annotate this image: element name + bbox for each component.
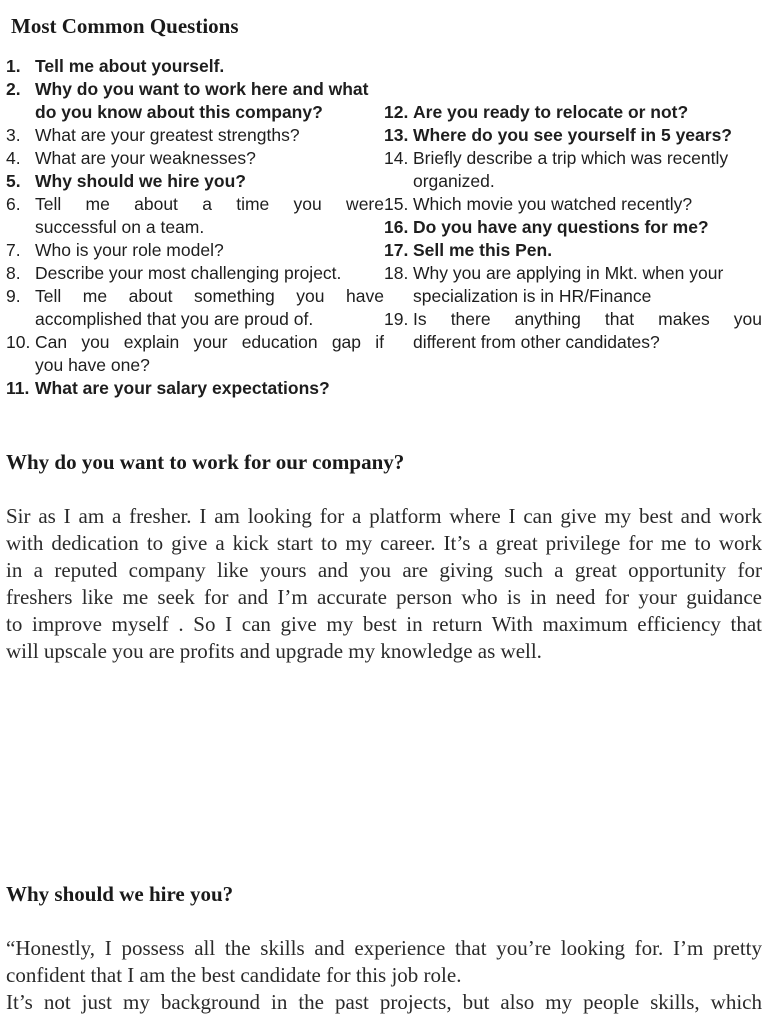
list-item: [384, 216, 762, 239]
item-text: Why you are applying in Mkt. when your: [413, 263, 724, 283]
item-number: 2.: [6, 79, 21, 99]
item-text: you have one?: [35, 355, 150, 375]
item-text: specialization is in HR/Finance: [413, 286, 652, 306]
item-number: 17.: [384, 240, 409, 260]
item-text: Which movie you watched recently?: [413, 194, 693, 214]
list-item: [384, 101, 762, 124]
list-item: [6, 55, 386, 78]
list-item: [384, 308, 762, 354]
item-text: Tell me about something you have: [35, 286, 384, 306]
list-item: [6, 285, 384, 331]
item-number: 4.: [6, 148, 21, 168]
item-text: Do you have any questions for me?: [413, 217, 709, 237]
item-number: 7.: [6, 240, 21, 260]
item-number: 12.: [384, 102, 409, 122]
list-item: [6, 331, 384, 377]
item-text: What are your greatest strengths?: [35, 125, 300, 145]
list-item: [384, 262, 762, 308]
item-text: Can you explain your education gap if: [35, 332, 384, 352]
list-item: [6, 377, 386, 400]
paragraph-line: in a reputed company like yours and you are giving such a great opportunity for: [6, 558, 762, 582]
list-item: [384, 147, 762, 193]
item-text: do you know about this company?: [35, 102, 323, 122]
section-paragraph: [6, 935, 762, 1016]
list-item: [384, 124, 762, 147]
paragraph-line: with dedication to give a kick start to my career. It’s a great privilege for me to work: [6, 531, 762, 555]
list-item: [6, 147, 386, 170]
item-number: 19.: [384, 309, 409, 329]
item-text: Tell me about yourself.: [35, 56, 225, 76]
item-text: Describe your most challenging project.: [35, 263, 342, 283]
paragraph-line: will upscale you are profits and upgrade my knowledge as well.: [6, 639, 542, 663]
item-text: Why do you want to work here and what: [35, 79, 369, 99]
item-number: 18.: [384, 263, 409, 283]
item-text: Sell me this Pen.: [413, 240, 553, 260]
page-title: Most Common Questions: [11, 14, 239, 38]
item-number: 13.: [384, 125, 409, 145]
item-text: organized.: [413, 171, 495, 191]
paragraph-line: confident that I am the best candidate for this job role.: [6, 963, 462, 987]
item-text: Who is your role model?: [35, 240, 224, 260]
item-text: What are your weaknesses?: [35, 148, 256, 168]
section-heading: Why do you want to work for our company?: [6, 450, 405, 474]
item-text: Is there anything that makes you: [413, 309, 762, 329]
paragraph-line: It’s not just my background in the past projects, but also my people skills, which: [6, 990, 762, 1014]
item-number: 1.: [6, 56, 21, 76]
item-text: Why should we hire you?: [35, 171, 246, 191]
paragraph-line: freshers like me seek for and I’m accurate person who is in need for your guidance: [6, 585, 762, 609]
item-number: 6.: [6, 194, 21, 214]
list-item: [6, 193, 384, 239]
item-number: 11.: [6, 378, 30, 398]
item-number: 14.: [384, 148, 409, 168]
item-text: accomplished that you are proud of.: [35, 309, 314, 329]
section-paragraph: [6, 503, 762, 665]
item-number: 16.: [384, 217, 409, 237]
item-number: 5.: [6, 171, 21, 191]
list-item: [6, 124, 386, 147]
list-item: [384, 193, 762, 216]
item-text: successful on a team.: [35, 217, 205, 237]
paragraph-line: Sir as I am a fresher. I am looking for a platform where I can give my best and work: [6, 504, 762, 528]
item-number: 15.: [384, 194, 409, 214]
item-text: Are you ready to relocate or not?: [413, 102, 689, 122]
item-text: Briefly describe a trip which was recently: [413, 148, 729, 168]
item-text: different from other candidates?: [413, 332, 660, 352]
paragraph-line: “Honestly, I possess all the skills and experience that you’re looking for. I’m pretty: [6, 936, 762, 960]
item-text: Tell me about a time you were: [35, 194, 384, 214]
item-text: Where do you see yourself in 5 years?: [413, 125, 732, 145]
list-item: [6, 170, 386, 193]
section-heading: Why should we hire you?: [6, 882, 234, 906]
item-number: 9.: [6, 286, 21, 306]
item-number: 10.: [6, 332, 31, 352]
list-item: [6, 78, 386, 124]
list-item: [384, 239, 762, 262]
item-text: What are your salary expectations?: [35, 378, 330, 398]
list-item: [6, 239, 386, 262]
item-number: 3.: [6, 125, 21, 145]
item-number: 8.: [6, 263, 21, 283]
paragraph-line: to improve myself . So I can give my best in return With maximum efficiency that: [6, 612, 762, 636]
list-item: [6, 262, 386, 285]
